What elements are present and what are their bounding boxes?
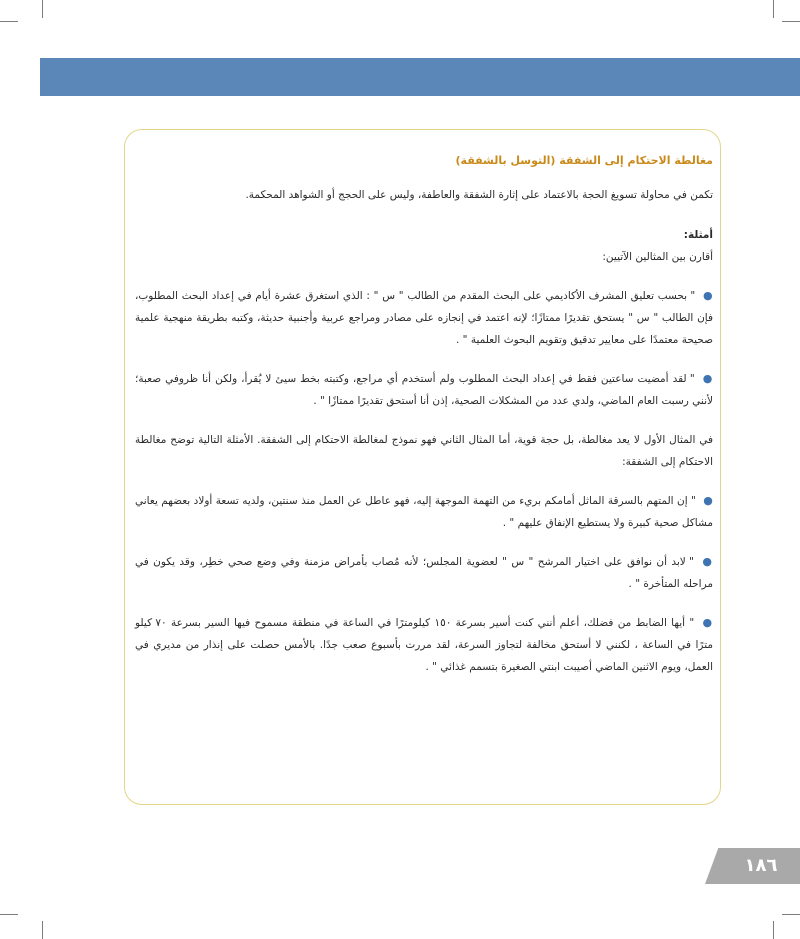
header-banner <box>40 58 800 96</box>
bullet-icon: ● <box>703 494 713 507</box>
analysis-paragraph: في المثال الأول لا يعد مغالطة، بل حجة قوية، أما المثال الثاني فهو نموذج لمغالطة الاحتكام إلى الشفقة. الأمثلة التالية توضح مغالطة الاحتكام إلى الشفقة: <box>135 434 713 468</box>
bullet-icon: ● <box>702 616 713 629</box>
crop-mark-bottom-right-h <box>782 914 800 915</box>
crop-mark-top-right-h <box>782 21 800 22</box>
section-title: مغالطة الاحتكام إلى الشفقة (التوسل بالشفقة) <box>455 154 713 167</box>
example-text-1: " بحسب تعليق المشرف الأكاديمي على البحث المقدم من الطالب " س " : الذي استغرق عشرة أيام في إعداد البحث المطلوب، فإن الطالب " س " يستحق تقديرًا ممتازًا؛ لإنه اعتمد في إنجازه على مصادر ومراجع عربية وأجنبية حديثة، وكتبه بطريقة منهجية علمية صحيحة معتمدًا على معايير تدقيق وتقويم البحوث العلمية " . <box>135 290 713 346</box>
bullet-icon: ● <box>702 372 713 385</box>
crop-mark-top-right <box>773 0 774 18</box>
example-item-4 <box>135 551 713 595</box>
examples-label: أمثلة: <box>683 229 713 241</box>
bullet-icon: ● <box>702 555 713 568</box>
crop-mark-bottom-left <box>42 921 43 939</box>
page-number: ١٨٦ <box>744 855 778 876</box>
example-item-1 <box>135 285 713 351</box>
section-content <box>135 150 713 695</box>
example-item-5 <box>135 612 713 678</box>
crop-mark-bottom-left-h <box>0 914 18 915</box>
compare-label: أقارن بين المثالين الآتيين: <box>602 251 713 263</box>
section-intro: تكمن في محاولة تسويغ الحجة بالاعتماد على إثارة الشفقة والعاطفة، وليس على الحجج أو الشواهد المحكمة. <box>245 189 713 201</box>
crop-mark-top-left-h <box>0 21 18 22</box>
bullet-icon: ● <box>703 289 714 302</box>
example-text-5: " أيها الضابط من فضلك، أعلم أنني كنت أسير بسرعة ١٥٠ كيلومترًا في الساعة في منطقة مسموح فيها السير بسرعة ٧٠ كيلو مترًا في الساعة ، لكنني لا أستحق مخالفة لتجاوز السرعة، لقد مررت بأسبوع صعب جدًا. بالأمس حصلت على إنذار من مديري في العمل، ويوم الاثنين الماضي أصيبت ابنتي الصغيرة بتسمم غذائي " . <box>135 617 713 673</box>
example-text-2: " لقد أمضيت ساعتين فقط في إعداد البحث المطلوب ولم أستخدم أي مراجع، وكتبته بخط سيئ لا يُقرأ، ولكن أنا ظروفي صعبة؛ لأنني رسبت العام الماضي، ولدي عدد من المشكلات الصحية، إذن أنا أستحق تقديرًا ممتازًا " . <box>135 373 713 407</box>
example-item-2 <box>135 368 713 412</box>
example-text-4: " لابد أن نوافق على اختيار المرشح " س " لعضوية المجلس؛ لأنه مُصاب بأمراض مزمنة وفي وضع صحي خطِر، وقد يكون في مراحله المتأخرة " . <box>135 556 713 590</box>
crop-mark-bottom-right <box>773 921 774 939</box>
example-item-3 <box>135 490 713 534</box>
example-text-3: " إن المتهم بالسرقة الماثل أمامكم بريء من التهمة الموجهة إليه، فهو عاطل عن العمل منذ سنتين، ولديه تسعة أولاد بعضهم يعاني مشاكل صحية كبيرة ولا يستطيع الإنفاق عليهم " . <box>135 495 713 529</box>
crop-mark-top-left <box>42 0 43 18</box>
